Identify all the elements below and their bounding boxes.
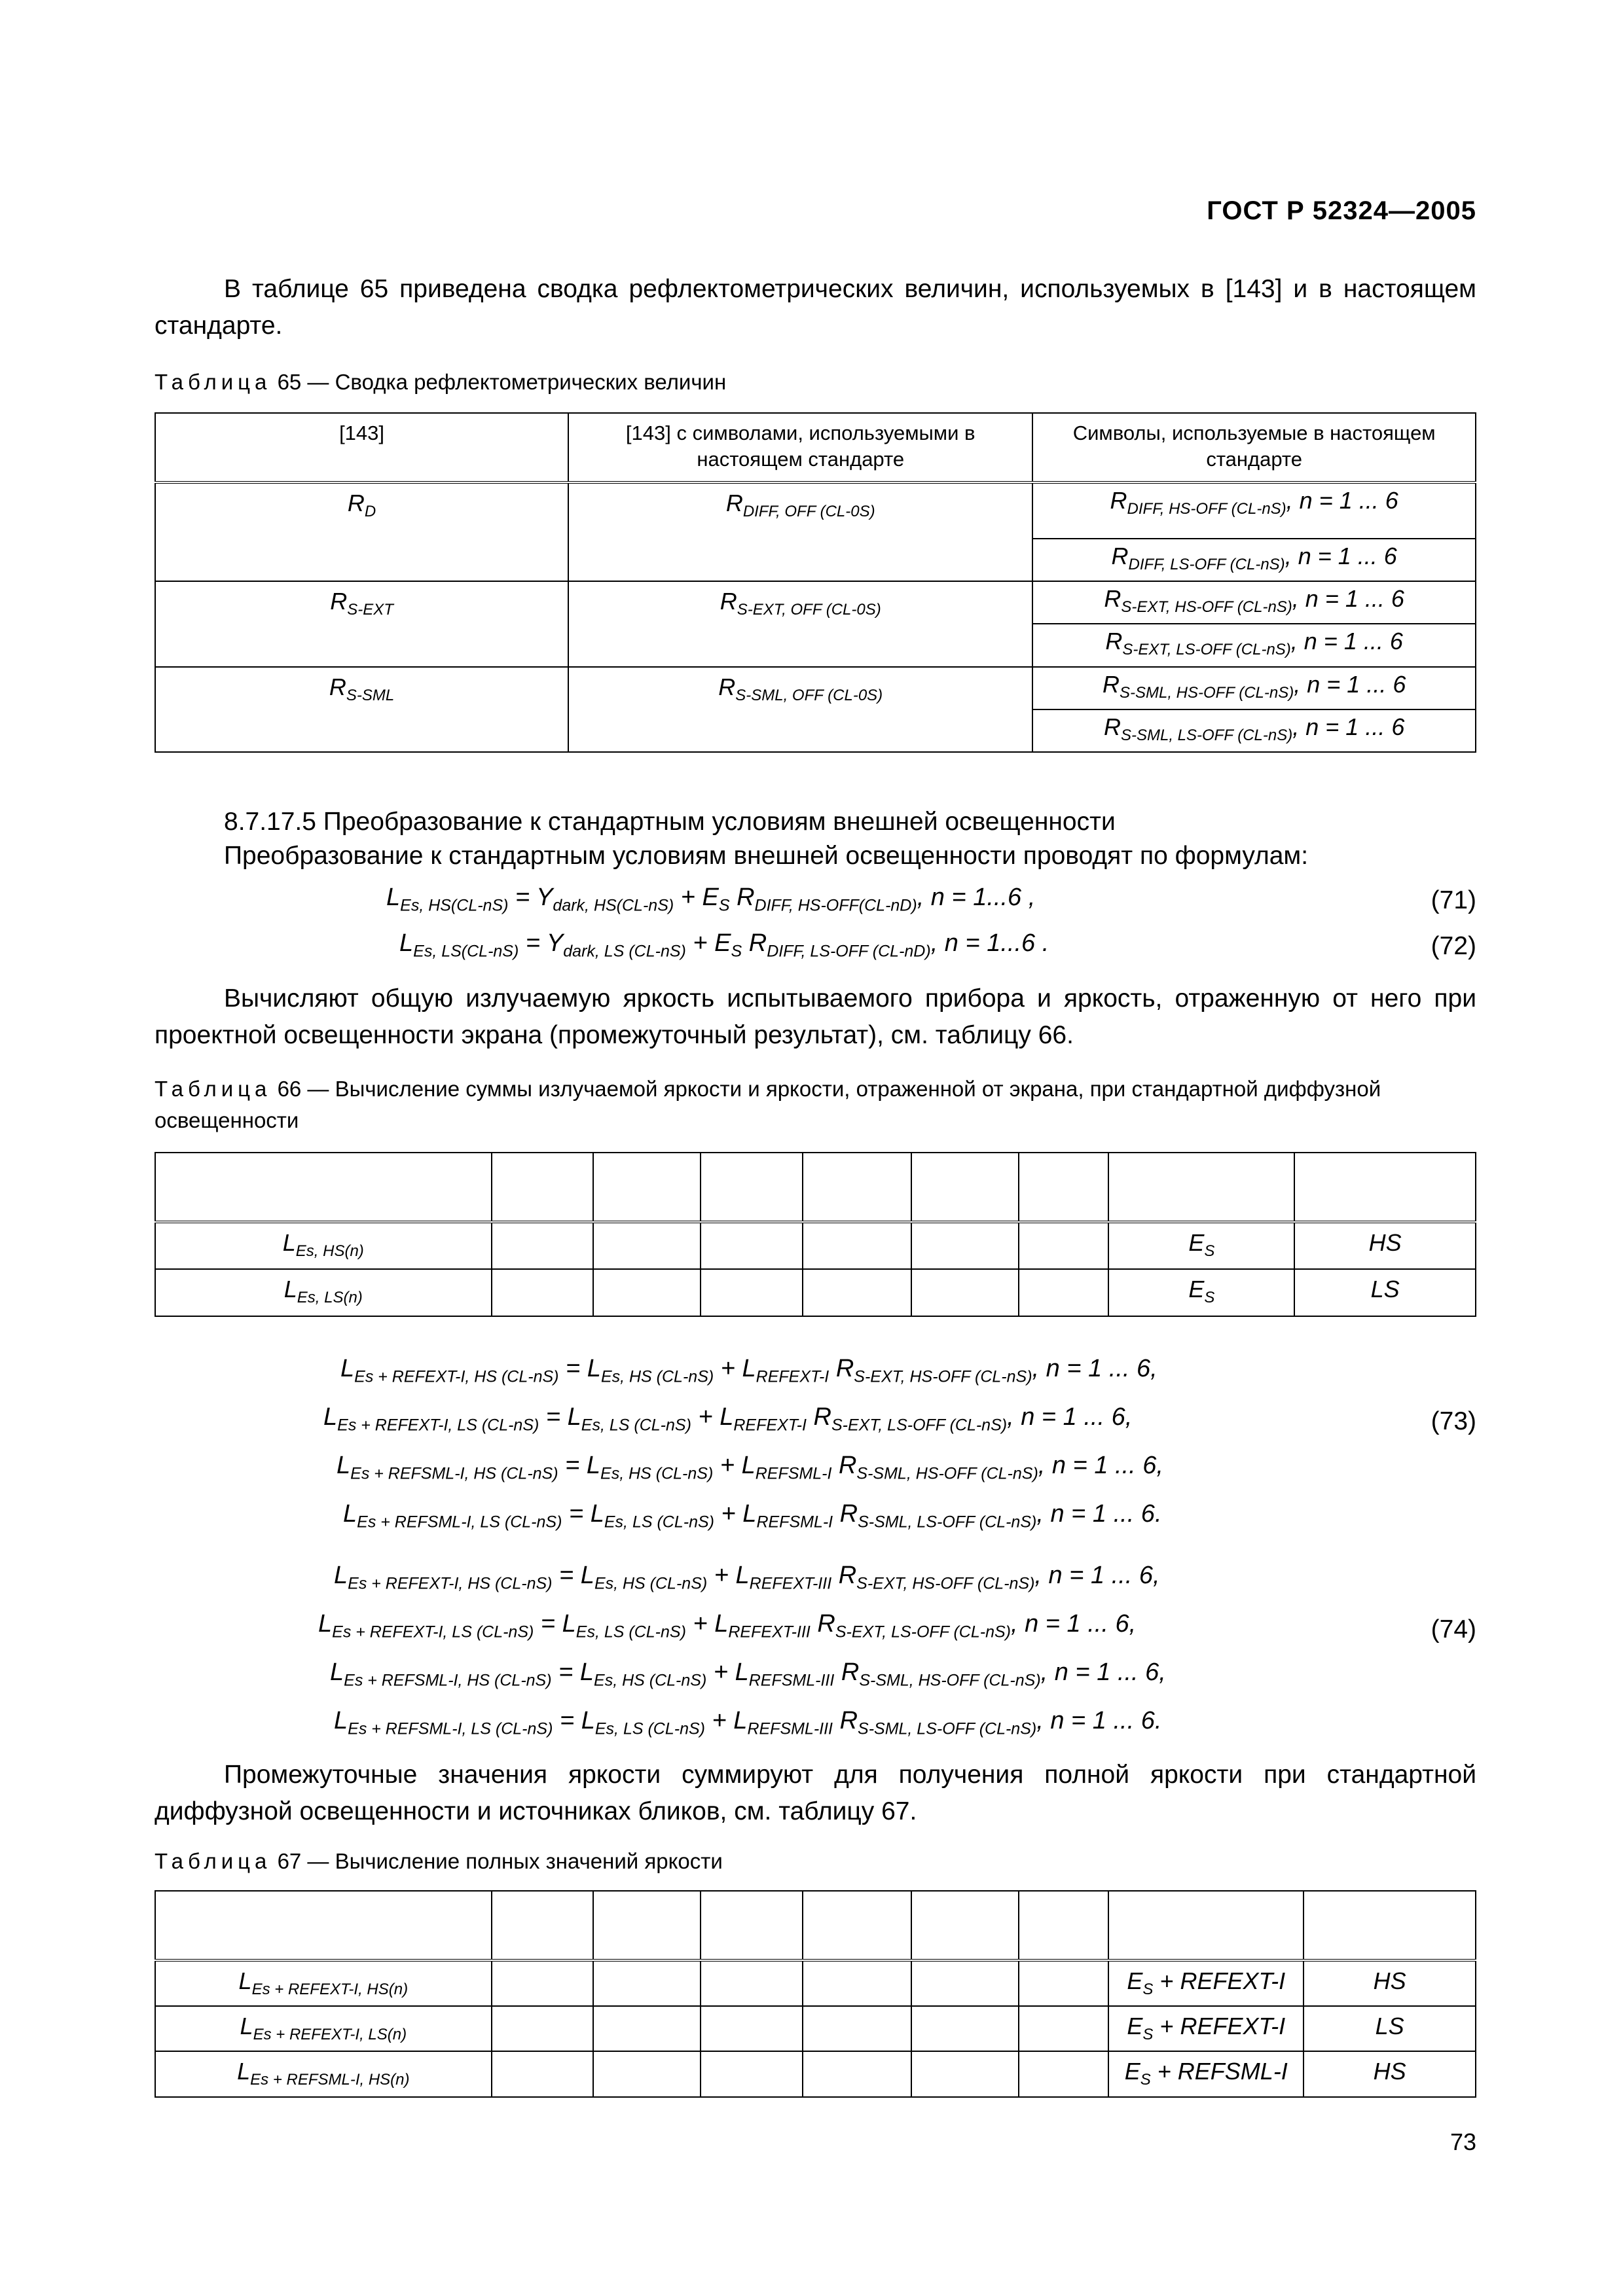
empty-value-cell — [492, 2051, 594, 2096]
table66-caption: Таблица 66 — Вычисление суммы излучаемой яркости и яркости, отраженной от экрана, при стандартной диффузной освещенности — [155, 1077, 1381, 1132]
equation-subscript: Es, LS (CL-nS) — [581, 1416, 691, 1435]
equation-term: = L — [558, 1355, 601, 1382]
equation-term: L — [330, 1659, 344, 1686]
table-header-cell — [593, 1891, 701, 1960]
l-symbol-sub: Es + REFEXT-I, HS(n) — [251, 1981, 409, 1999]
equation-term: + E — [685, 929, 731, 957]
r-symbol — [1104, 585, 1404, 617]
equation-subscript: dark, LS (CL-nS) — [563, 942, 686, 961]
illuminance-symbol-main: E — [1127, 1967, 1143, 1994]
empty-value-cell — [911, 2051, 1019, 2096]
r-symbol — [1102, 670, 1406, 702]
equation-line — [334, 1707, 1161, 1739]
equation-73-number: (73) — [1431, 1407, 1476, 1435]
illuminance-cell — [1108, 2051, 1304, 2096]
luminance-cell — [155, 1269, 492, 1316]
table65-symbol-current — [1032, 539, 1476, 581]
r-symbol-main: R — [720, 588, 737, 615]
table-header-cell — [492, 1891, 594, 1960]
r-symbol-main: R — [329, 673, 346, 700]
l-symbol-sub: Es + REFEXT-I, LS(n) — [253, 2026, 407, 2044]
equation-term: , n = 1 ... 6, — [1010, 1610, 1137, 1638]
table65-symbol-143 — [155, 482, 568, 581]
r-symbol — [725, 490, 875, 521]
l-symbol-main: L — [283, 1276, 297, 1302]
equation-term: L — [343, 1500, 357, 1528]
equation-term: + L — [706, 1659, 749, 1686]
equation-term: R — [831, 1562, 857, 1589]
r-symbol-sub: S-SML, HS-OFF (CL-nS) — [1119, 683, 1294, 702]
r-symbol-sub: S-SML, LS-OFF (CL-nS) — [1120, 726, 1293, 744]
equation-71 — [386, 884, 1035, 916]
equation-subscript: dark, HS(CL-nS) — [553, 896, 674, 915]
r-symbol-sub: S-EXT, OFF (CL-0S) — [737, 601, 881, 619]
equation-term: R — [834, 1659, 860, 1686]
equation-term: + L — [685, 1610, 729, 1638]
l-symbol — [238, 1967, 409, 1999]
equation-subscript: REFSML-III — [747, 1719, 833, 1738]
empty-value-cell — [701, 2051, 803, 2096]
illuminance-cell — [1108, 2006, 1304, 2051]
equation-subscript: Es + REFSML-I, LS (CL-nS) — [357, 1513, 562, 1532]
equation-term: L — [399, 929, 414, 957]
equation-subscript: Es + REFEXT-I, LS (CL-nS) — [337, 1416, 539, 1435]
r-symbol-tail: , n = 1 ... 6 — [1286, 487, 1398, 514]
l-symbol-main: L — [238, 1967, 252, 1994]
equation-term: R — [810, 1610, 835, 1638]
equation-term: L — [318, 1610, 333, 1638]
equation-term: R — [806, 1403, 831, 1431]
equation-line — [318, 1610, 1136, 1642]
illuminance-symbol-main: E — [1188, 1229, 1205, 1256]
table-66 — [155, 1152, 1476, 1317]
equation-term: L — [334, 1562, 348, 1589]
equation-subscript: Es + REFSML-I, LS (CL-nS) — [348, 1719, 553, 1738]
table-header-cell — [803, 1891, 911, 1960]
empty-value-cell — [593, 1960, 701, 2006]
equation-term: , n = 1...6 . — [930, 929, 1049, 957]
equation-line — [343, 1500, 1162, 1532]
empty-value-cell — [701, 1222, 803, 1269]
illuminance-symbol-tail: + REFEXT-I — [1153, 2013, 1286, 2040]
empty-value-cell — [1019, 2006, 1109, 2051]
r-symbol-main: R — [347, 490, 365, 516]
l-symbol — [237, 2058, 410, 2089]
table-header-cell — [155, 1891, 492, 1960]
r-symbol — [1103, 713, 1405, 744]
illuminance-symbol — [1188, 1229, 1215, 1261]
section-heading: 8.7.17.5 Преобразование к стандартным условиям внешней освещенности — [224, 808, 1116, 836]
l-symbol — [240, 2013, 407, 2044]
equation-subscript: Es, LS (CL-nS) — [575, 1623, 686, 1641]
empty-value-cell — [803, 1960, 911, 2006]
equation-subscript: S-SML, LS-OFF (CL-nS) — [858, 1719, 1037, 1738]
table-header-cell — [803, 1153, 911, 1222]
equation-subscript: DIFF, HS-OFF(CL-nD) — [754, 896, 917, 915]
luminance-cell — [155, 2051, 492, 2096]
equation-term: = Y — [519, 929, 564, 957]
equation-term: R — [729, 884, 755, 911]
equation-term: = L — [558, 1452, 601, 1479]
equation-line — [340, 1355, 1158, 1387]
equation-subscript: S-SML, HS-OFF (CL-nS) — [859, 1671, 1041, 1690]
equation-term: L — [386, 884, 401, 911]
table-header-cell — [701, 1153, 803, 1222]
table65-symbol-143-std — [568, 581, 1032, 666]
r-symbol-tail: , n = 1 ... 6 — [1294, 670, 1406, 698]
equation-74-number: (74) — [1431, 1615, 1476, 1643]
equation-term: R — [833, 1707, 858, 1734]
r-symbol-tail: , n = 1 ... 6 — [1292, 585, 1404, 613]
equation-subscript: Es, HS (CL-nS) — [600, 1464, 714, 1483]
equation-subscript: REFEXT-III — [749, 1574, 832, 1593]
l-symbol-main: L — [282, 1229, 296, 1256]
equation-subscript: Es + REFSML-I, HS (CL-nS) — [344, 1671, 552, 1690]
empty-value-cell — [803, 2006, 911, 2051]
r-symbol — [329, 673, 395, 704]
equation-term: , n = 1 ... 6, — [1034, 1562, 1160, 1589]
r-symbol-tail: , n = 1 ... 6 — [1290, 628, 1403, 655]
equation-subscript: Es + REFEXT-I, LS (CL-nS) — [332, 1623, 534, 1641]
equation-72-number: (72) — [1431, 932, 1476, 960]
r-symbol-main: R — [330, 588, 348, 615]
table-header-cell — [911, 1891, 1019, 1960]
equation-term: + L — [707, 1562, 750, 1589]
equation-subscript: Es + REFEXT-I, HS (CL-nS) — [348, 1574, 553, 1593]
illuminance-symbol — [1127, 2013, 1286, 2044]
table65-symbol-143 — [155, 667, 568, 752]
equation-term: = Y — [508, 884, 553, 911]
equation-line — [334, 1562, 1160, 1594]
r-symbol — [1111, 543, 1397, 574]
illuminance-symbol-sub: S — [1204, 1289, 1215, 1307]
empty-value-cell — [593, 2051, 701, 2096]
empty-value-cell — [492, 1269, 594, 1316]
r-symbol-main: R — [1102, 670, 1120, 698]
r-symbol-sub: DIFF, HS-OFF (CL-nS) — [1127, 500, 1286, 518]
equation-term: L — [334, 1707, 348, 1734]
object-cell: LS — [1304, 2006, 1476, 2051]
illuminance-symbol — [1127, 1967, 1286, 1999]
r-symbol-sub: S-SML, OFF (CL-0S) — [735, 686, 883, 704]
equation-term: , n = 1 ... 6, — [1032, 1355, 1158, 1382]
equation-subscript: Es, HS(CL-nS) — [400, 896, 509, 915]
equation-subscript: Es, LS(CL-nS) — [413, 942, 519, 961]
equation-subscript: S-SML, LS-OFF (CL-nS) — [858, 1513, 1037, 1532]
equation-term: = L — [534, 1610, 576, 1638]
table67-caption: Таблица 67 — Вычисление полных значений яркости — [155, 1849, 723, 1873]
equation-term: + L — [713, 1452, 756, 1479]
illuminance-symbol-main: E — [1127, 2013, 1143, 2040]
equation-subscript: REFEXT-III — [728, 1623, 811, 1641]
table65-symbol-current — [1032, 624, 1476, 666]
empty-value-cell — [911, 1269, 1019, 1316]
table65-header-cell: [143] с символами, используемыми в настоящем стандарте — [568, 413, 1032, 482]
l-symbol-sub: Es, LS(n) — [297, 1289, 363, 1307]
paragraph-after-eq72: Вычисляют общую излучаемую яркость испытываемого прибора и яркость, отраженную от него при проектной освещенности экрана (промежуточный результат), см. таблицу 66. — [155, 984, 1476, 1049]
r-symbol-main: R — [1104, 585, 1122, 613]
equation-line — [337, 1452, 1163, 1484]
equation-term: = L — [552, 1562, 594, 1589]
r-symbol-sub: S-EXT — [347, 601, 393, 619]
equation-line — [323, 1403, 1132, 1435]
empty-value-cell — [593, 1222, 701, 1269]
table-header-cell — [1304, 1891, 1476, 1960]
empty-value-cell — [492, 1960, 594, 2006]
table-header-cell — [1108, 1891, 1304, 1960]
page-number: 73 — [1450, 2128, 1476, 2155]
l-symbol-main: L — [237, 2058, 251, 2085]
illuminance-symbol-tail: + REFSML-I — [1150, 2058, 1288, 2085]
table65-symbol-current — [1032, 709, 1476, 752]
r-symbol — [720, 588, 881, 619]
equation-subscript: S — [718, 896, 730, 915]
equation-term: R — [833, 1500, 858, 1528]
illuminance-symbol — [1188, 1276, 1215, 1307]
equation-term: , n = 1 ... 6, — [1038, 1452, 1163, 1479]
luminance-cell — [155, 2006, 492, 2051]
empty-value-cell — [492, 1222, 594, 1269]
equation-subscript: REFSML-III — [748, 1671, 835, 1690]
r-symbol — [718, 673, 883, 704]
illuminance-symbol-sub: S — [1142, 1981, 1154, 1999]
equation-subscript: S-EXT, LS-OFF (CL-nS) — [831, 1416, 1008, 1435]
equation-subscript: S-EXT, HS-OFF (CL-nS) — [854, 1367, 1032, 1386]
equation-subscript: Es + REFEXT-I, HS (CL-nS) — [354, 1367, 559, 1386]
table65-symbol-143-std — [568, 667, 1032, 752]
illuminance-symbol — [1124, 2058, 1288, 2089]
table65-symbol-current — [1032, 581, 1476, 624]
r-symbol — [347, 490, 376, 521]
r-symbol-sub: S-EXT, LS-OFF (CL-nS) — [1122, 641, 1291, 659]
equation-subscript: REFSML-I — [756, 1513, 833, 1532]
r-symbol — [1110, 487, 1398, 518]
table-header-cell — [1019, 1891, 1109, 1960]
equation-term: = L — [553, 1707, 595, 1734]
table-65 — [155, 412, 1476, 753]
l-symbol-main: L — [240, 2013, 253, 2040]
luminance-cell — [155, 1222, 492, 1269]
illuminance-symbol-sub: S — [1204, 1242, 1215, 1261]
r-symbol-tail: , n = 1 ... 6 — [1292, 713, 1405, 740]
equation-term: = L — [562, 1500, 604, 1528]
r-symbol-main: R — [725, 490, 743, 516]
document-code: ГОСТ Р 52324—2005 — [1207, 196, 1476, 225]
r-symbol-sub: DIFF, LS-OFF (CL-nS) — [1128, 556, 1285, 574]
equation-subscript: S — [731, 942, 742, 961]
empty-value-cell — [803, 2051, 911, 2096]
equation-subscript: REFSML-I — [755, 1464, 832, 1483]
equation-71-number: (71) — [1431, 886, 1476, 914]
illuminance-symbol-sub: S — [1140, 2071, 1151, 2089]
object-cell: HS — [1304, 2051, 1476, 2096]
illuminance-symbol-main: E — [1188, 1276, 1205, 1302]
empty-value-cell — [1019, 1960, 1109, 2006]
table65-header-cell: [143] — [155, 413, 568, 482]
equation-subscript: Es + REFSML-I, HS (CL-nS) — [350, 1464, 558, 1483]
equation-term: + L — [691, 1403, 734, 1431]
empty-value-cell — [1019, 1269, 1109, 1316]
table65-symbol-143 — [155, 581, 568, 666]
r-symbol-main: R — [1105, 628, 1123, 655]
table-header-cell — [701, 1891, 803, 1960]
equation-subscript: Es, HS (CL-nS) — [594, 1574, 708, 1593]
r-symbol-main: R — [1103, 713, 1121, 740]
equation-term: , n = 1 ... 6. — [1036, 1707, 1162, 1734]
equation-term: R — [831, 1452, 857, 1479]
empty-value-cell — [911, 1960, 1019, 2006]
empty-value-cell — [492, 2006, 594, 2051]
table-header-cell — [1108, 1153, 1294, 1222]
paragraph-after-eq74: Промежуточные значения яркости суммируют для получения полной яркости при стандартной диффузной освещенности и источниках бликов, см. таблицу 67. — [155, 1761, 1476, 1825]
table-header-cell — [492, 1153, 594, 1222]
illuminance-symbol-tail: + REFEXT-I — [1153, 1967, 1286, 1994]
equation-term: + E — [674, 884, 719, 911]
equation-subscript: REFEXT-I — [756, 1367, 830, 1386]
equation-term: R — [742, 929, 767, 957]
equation-term: , n = 1 ... 6. — [1036, 1500, 1162, 1528]
empty-value-cell — [911, 1222, 1019, 1269]
equation-term: , n = 1 ... 6, — [1040, 1659, 1166, 1686]
equation-subscript: Es, HS (CL-nS) — [594, 1671, 707, 1690]
empty-value-cell — [1019, 1222, 1109, 1269]
equation-term: = L — [539, 1403, 581, 1431]
object-cell: HS — [1294, 1222, 1476, 1269]
equation-term: L — [340, 1355, 355, 1382]
empty-value-cell — [701, 1960, 803, 2006]
equation-term: L — [323, 1403, 338, 1431]
empty-value-cell — [593, 1269, 701, 1316]
table65-symbol-current — [1032, 667, 1476, 709]
r-symbol-sub: D — [364, 503, 376, 521]
equation-term: , n = 1...6 , — [917, 884, 1036, 911]
equation-term: + L — [704, 1707, 748, 1734]
object-cell: HS — [1304, 1960, 1476, 2006]
equation-term: + L — [714, 1500, 757, 1528]
equation-subscript: S-SML, HS-OFF (CL-nS) — [856, 1464, 1038, 1483]
r-symbol-sub: S-SML — [346, 686, 395, 704]
r-symbol — [1105, 628, 1403, 659]
illuminance-cell — [1108, 1222, 1294, 1269]
illuminance-cell — [1108, 1960, 1304, 2006]
r-symbol — [330, 588, 393, 619]
table-header-cell — [593, 1153, 701, 1222]
object-cell: LS — [1294, 1269, 1476, 1316]
table-header-cell — [1019, 1153, 1109, 1222]
r-symbol-main: R — [1110, 487, 1127, 514]
table65-symbol-143-std — [568, 482, 1032, 581]
table-header-cell — [911, 1153, 1019, 1222]
table-67 — [155, 1890, 1476, 2098]
empty-value-cell — [701, 1269, 803, 1316]
equation-subscript: Es, LS (CL-nS) — [604, 1513, 714, 1532]
l-symbol-sub: Es + REFSML-I, HS(n) — [250, 2071, 410, 2089]
intro-paragraph: В таблице 65 приведена сводка рефлектометрических величин, используемых в [143] и в настоящем стандарте. — [155, 275, 1476, 340]
equation-subscript: REFEXT-I — [733, 1416, 807, 1435]
equation-subscript: Es, HS (CL-nS) — [600, 1367, 714, 1386]
equation-72 — [399, 929, 1049, 961]
equation-subscript: S-EXT, LS-OFF (CL-nS) — [835, 1623, 1011, 1641]
section-lead: Преобразование к стандартным условиям внешней освещенности проводят по формулам: — [224, 842, 1309, 870]
table65-caption: Таблица 65 — Сводка рефлектометрических величин — [155, 370, 727, 394]
equation-term: , n = 1 ... 6, — [1007, 1403, 1133, 1431]
empty-value-cell — [803, 1222, 911, 1269]
r-symbol-tail: , n = 1 ... 6 — [1285, 543, 1397, 569]
empty-value-cell — [593, 2006, 701, 2051]
table-header-cell — [155, 1153, 492, 1222]
r-symbol-sub: DIFF, OFF (CL-0S) — [742, 503, 875, 521]
r-symbol-main: R — [1111, 543, 1129, 569]
l-symbol — [283, 1276, 363, 1307]
equation-subscript: S-EXT, HS-OFF (CL-nS) — [856, 1574, 1035, 1593]
equation-term: L — [337, 1452, 351, 1479]
empty-value-cell — [701, 2006, 803, 2051]
illuminance-symbol-sub: S — [1142, 2026, 1154, 2044]
empty-value-cell — [1019, 2051, 1109, 2096]
equation-subscript: DIFF, LS-OFF (CL-nD) — [767, 942, 931, 961]
empty-value-cell — [803, 1269, 911, 1316]
illuminance-symbol-main: E — [1124, 2058, 1140, 2085]
equation-term: R — [829, 1355, 854, 1382]
equation-term: + L — [714, 1355, 756, 1382]
empty-value-cell — [911, 2006, 1019, 2051]
l-symbol-sub: Es, HS(n) — [295, 1242, 364, 1261]
l-symbol — [282, 1229, 364, 1261]
equation-line — [330, 1659, 1166, 1691]
equation-term: = L — [551, 1659, 594, 1686]
r-symbol-main: R — [718, 673, 736, 700]
equation-subscript: Es, LS (CL-nS) — [594, 1719, 705, 1738]
table65-header-cell: Символы, используемые в настоящем стандарте — [1032, 413, 1476, 482]
table-header-cell — [1294, 1153, 1476, 1222]
luminance-cell — [155, 1960, 492, 2006]
table65-symbol-current — [1032, 482, 1476, 539]
illuminance-cell — [1108, 1269, 1294, 1316]
r-symbol-sub: S-EXT, HS-OFF (CL-nS) — [1121, 598, 1292, 617]
